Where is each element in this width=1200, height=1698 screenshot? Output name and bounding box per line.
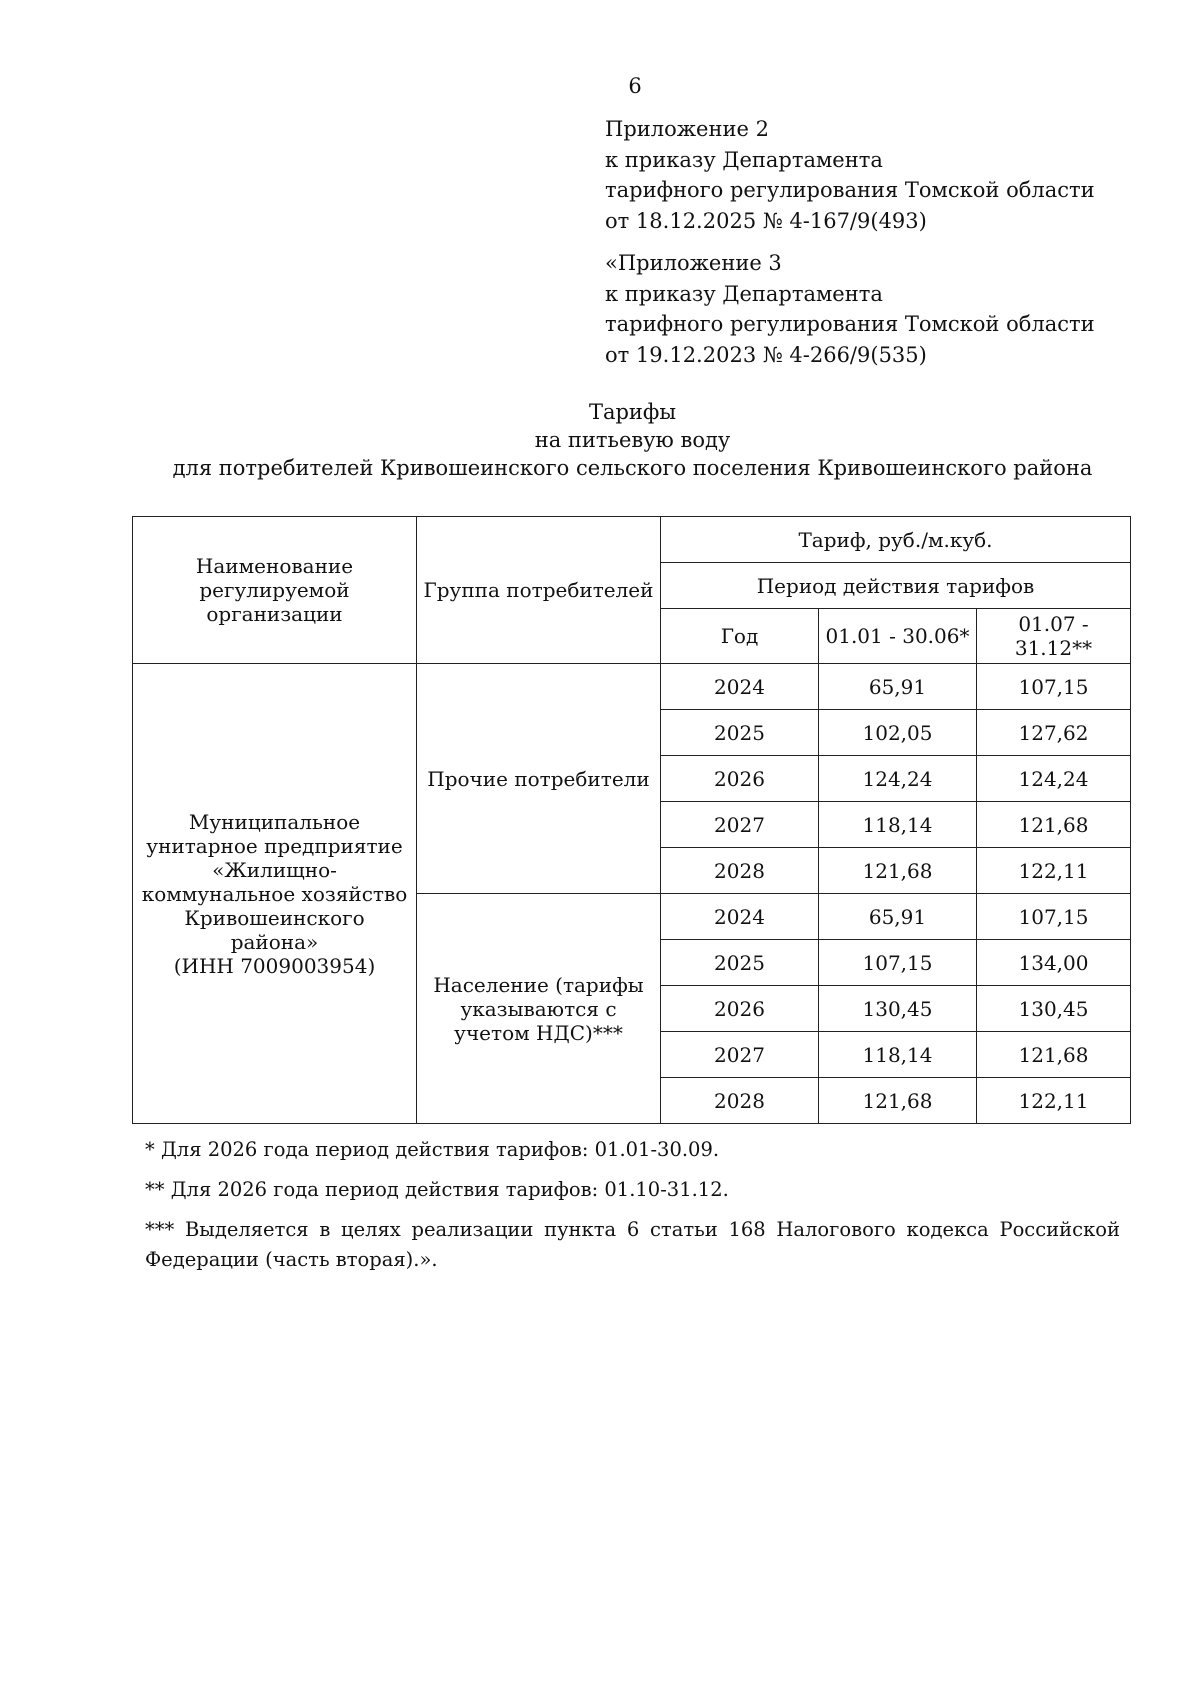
title-line: Тарифы: [588, 400, 677, 424]
organization-cell: [133, 664, 417, 1124]
cell-year: 2024: [661, 894, 819, 940]
cell-year: 2028: [661, 848, 819, 894]
org-line: коммунальное хозяйство: [141, 881, 408, 906]
appendix-line: от 19.12.2023 № 4-266/9(535): [605, 342, 927, 367]
consumer-group-population: Население (тарифы указываются с учетом НДС)***: [417, 894, 661, 1124]
title-line: для потребителей Кривошеинского сельского поселения Кривошеинского района: [172, 456, 1093, 480]
appendix-line: от 18.12.2025 № 4-167/9(493): [605, 208, 927, 233]
org-line: «Жилищно-: [212, 857, 337, 882]
appendix-line: к приказу Департамента: [605, 281, 883, 306]
appendix-line: Приложение 2: [605, 117, 769, 141]
header-year: Год: [661, 609, 819, 664]
cell-tariff-h2: 130,45: [977, 986, 1131, 1032]
cell-tariff-h1: 107,15: [819, 940, 977, 986]
cell-tariff-h1: 124,24: [819, 756, 977, 802]
document-title: [0, 398, 1200, 482]
org-line: Кривошеинского: [184, 905, 365, 930]
cell-tariff-h2: 127,62: [977, 710, 1131, 756]
header-half-1: 01.01 - 30.06*: [819, 609, 977, 664]
header-period: Период действия тарифов: [661, 563, 1131, 609]
cell-tariff-h2: 107,15: [977, 894, 1131, 940]
cell-tariff-h1: 65,91: [819, 894, 977, 940]
cell-year: 2026: [661, 756, 819, 802]
title-line: на питьевую воду: [534, 428, 731, 452]
footnote-2: ** Для 2026 года период действия тарифов: 01.10-31.12.: [145, 1178, 729, 1201]
appendix-current-header: [605, 114, 1125, 236]
appendix-line: «Приложение 3: [605, 251, 782, 275]
cell-tariff-h2: 124,24: [977, 756, 1131, 802]
cell-year: 2025: [661, 710, 819, 756]
cell-year: 2028: [661, 1078, 819, 1124]
cell-year: 2024: [661, 664, 819, 710]
appendix-original-header: [605, 248, 1125, 370]
cell-tariff-h1: 102,05: [819, 710, 977, 756]
appendix-line: к приказу Департамента: [605, 147, 883, 172]
cell-tariff-h1: 121,68: [819, 1078, 977, 1124]
header-tariff: Тариф, руб./м.куб.: [661, 517, 1131, 563]
cell-tariff-h1: 130,45: [819, 986, 977, 1032]
org-line: унитарное предприятие: [146, 833, 403, 858]
cell-year: 2027: [661, 802, 819, 848]
appendix-line: тарифного регулирования Томской области: [605, 178, 1095, 202]
cell-tariff-h2: 107,15: [977, 664, 1131, 710]
cell-tariff-h1: 65,91: [819, 664, 977, 710]
cell-tariff-h2: 121,68: [977, 802, 1131, 848]
cell-tariff-h2: 122,11: [977, 848, 1131, 894]
appendix-line: тарифного регулирования Томской области: [605, 312, 1095, 336]
cell-year: 2026: [661, 986, 819, 1032]
footnote-1: * Для 2026 года период действия тарифов: 01.01-30.09.: [145, 1138, 720, 1161]
org-line: (ИНН 7009003954): [173, 953, 376, 978]
cell-tariff-h1: 118,14: [819, 1032, 977, 1078]
org-line: Муниципальное: [188, 809, 361, 834]
cell-tariff-h1: 118,14: [819, 802, 977, 848]
cell-tariff-h2: 134,00: [977, 940, 1131, 986]
cell-tariff-h1: 121,68: [819, 848, 977, 894]
cell-year: 2027: [661, 1032, 819, 1078]
cell-tariff-h2: 121,68: [977, 1032, 1131, 1078]
consumer-group-other: Прочие потребители: [417, 664, 661, 894]
cell-tariff-h2: 122,11: [977, 1078, 1131, 1124]
tariff-table: [132, 516, 1131, 1124]
header-consumer-group: Группа потребителей: [417, 517, 661, 664]
page-number: 6: [628, 74, 642, 98]
header-org-name: Наименование регулируемой организации: [133, 517, 417, 664]
footnote-3: *** Выделяется в целях реализации пункта 6 статьи 168 Налогового кодекса Российской Федерации (часть вторая).».: [145, 1218, 1120, 1271]
org-line: района»: [230, 929, 319, 954]
cell-year: 2025: [661, 940, 819, 986]
footnotes: [145, 1135, 1120, 1285]
header-half-2: 01.07 - 31.12**: [977, 609, 1131, 664]
